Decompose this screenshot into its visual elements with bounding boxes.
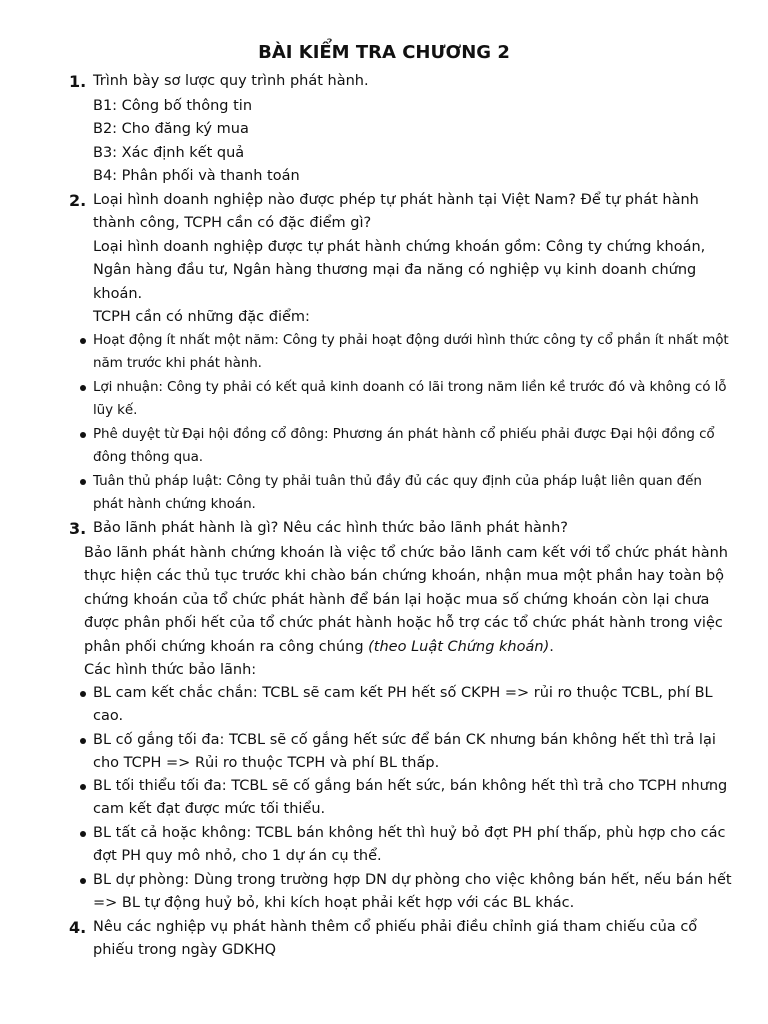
list-item: Phê duyệt từ Đại hội đồng cổ đông: Phương án phát hành cổ phiếu phải được Đại hội đồng cổ đông thông qua. xyxy=(93,423,733,470)
answer-2-intro: TCPH cần có những đặc điểm: xyxy=(93,309,310,325)
answer-3-text xyxy=(84,542,734,659)
list-item: Lợi nhuận: Công ty phải có kết quả kinh doanh có lãi trong năm liền kề trước đó và không có lỗ lũy kế. xyxy=(93,376,733,423)
step-4: B4: Phân phối và thanh toán xyxy=(93,168,300,185)
question-number: 3. xyxy=(69,519,87,538)
question-4 xyxy=(69,916,733,963)
question-text: Bảo lãnh phát hành là gì? Nêu các hình thức bảo lãnh phát hành? xyxy=(93,520,568,536)
citation: (theo Luật Chứng khoán) xyxy=(368,638,550,655)
question-text: Loại hình doanh nghiệp nào được phép tự phát hành tại Việt Nam? Để tự phát hành thành công, TCPH cần có đặc điểm gì? xyxy=(93,192,699,232)
list-item: Hoạt động ít nhất một năm: Công ty phải hoạt động dưới hình thức công ty cổ phần ít nhất một năm trước khi phát hành. xyxy=(93,329,733,376)
question-2 xyxy=(69,189,733,236)
question-3 xyxy=(69,517,733,540)
list-item: BL tất cả hoặc không: TCBL bán không hết thì huỷ bỏ đợt PH phí thấp, phù hợp cho các đợt PH quy mô nhỏ, cho 1 dự án cụ thể. xyxy=(93,822,733,869)
answer-3-intro: Các hình thức bảo lãnh: xyxy=(84,662,257,678)
step-2: B2: Cho đăng ký mua xyxy=(93,121,249,138)
question-1 xyxy=(69,70,733,93)
question-number: 2. xyxy=(69,191,87,210)
question-number: 4. xyxy=(69,918,87,937)
question-text: Nêu các nghiệp vụ phát hành thêm cổ phiếu phải điều chỉnh giá tham chiếu của cổ phiếu trong ngày GDKHQ xyxy=(93,919,698,959)
step-3: B3: Xác định kết quả xyxy=(93,144,245,161)
question-number: 1. xyxy=(69,72,87,91)
question-text: Trình bày sơ lược quy trình phát hành. xyxy=(93,73,369,89)
list-item: BL cố gắng tối đa: TCBL sẽ cố gắng hết sức để bán CK nhưng bán không hết thì trả lại cho TCPH => Rủi ro thuộc TCPH và phí BL thấp. xyxy=(93,729,733,776)
list-item: Tuân thủ pháp luật: Công ty phải tuân thủ đầy đủ các quy định của pháp luật liên quan đến phát hành chứng khoán. xyxy=(93,470,733,517)
answer-2-text: Loại hình doanh nghiệp được tự phát hành chứng khoán gồm: Công ty chứng khoán, Ngân hàng đầu tư, Ngân hàng thương mại đa năng có nghiệp vụ kinh doanh chứng khoán. xyxy=(93,239,706,302)
answer-3-body: Bảo lãnh phát hành chứng khoán là việc tổ chức bảo lãnh cam kết với tổ chức phát hành thực hiện các thủ tục trước khi chào bán chứng khoán, nhận mua một phần hay toàn bộ chứng khoán của tổ chức phát hành để bán lại hoặc mua số chứng khoán còn lại chưa được phân phối hết của tổ chức phát hành hoặc hỗ trợ các tổ chức phát hành trong việc phân phối chứng khoán ra công chúng xyxy=(84,545,728,655)
answer-1-steps xyxy=(93,95,728,189)
list-item: BL dự phòng: Dùng trong trường hợp DN dự phòng cho việc không bán hết, nếu bán hết => BL tự động huỷ bỏ, khi kích hoạt phải kết hợp với các BL khác. xyxy=(93,869,733,916)
citation-end: . xyxy=(549,638,554,655)
page-title: BÀI KIỂM TRA CHƯƠNG 2 xyxy=(258,42,510,63)
list-item: BL cam kết chắc chắn: TCBL sẽ cam kết PH hết số CKPH => rủi ro thuộc TCBL, phí BL cao. xyxy=(93,682,733,729)
list-item: BL tối thiểu tối đa: TCBL sẽ cố gắng bán hết sức, bán không hết thì trả cho TCPH nhưng cam kết đạt được mức tối thiểu. xyxy=(93,775,733,822)
step-1: B1: Công bố thông tin xyxy=(93,98,253,114)
